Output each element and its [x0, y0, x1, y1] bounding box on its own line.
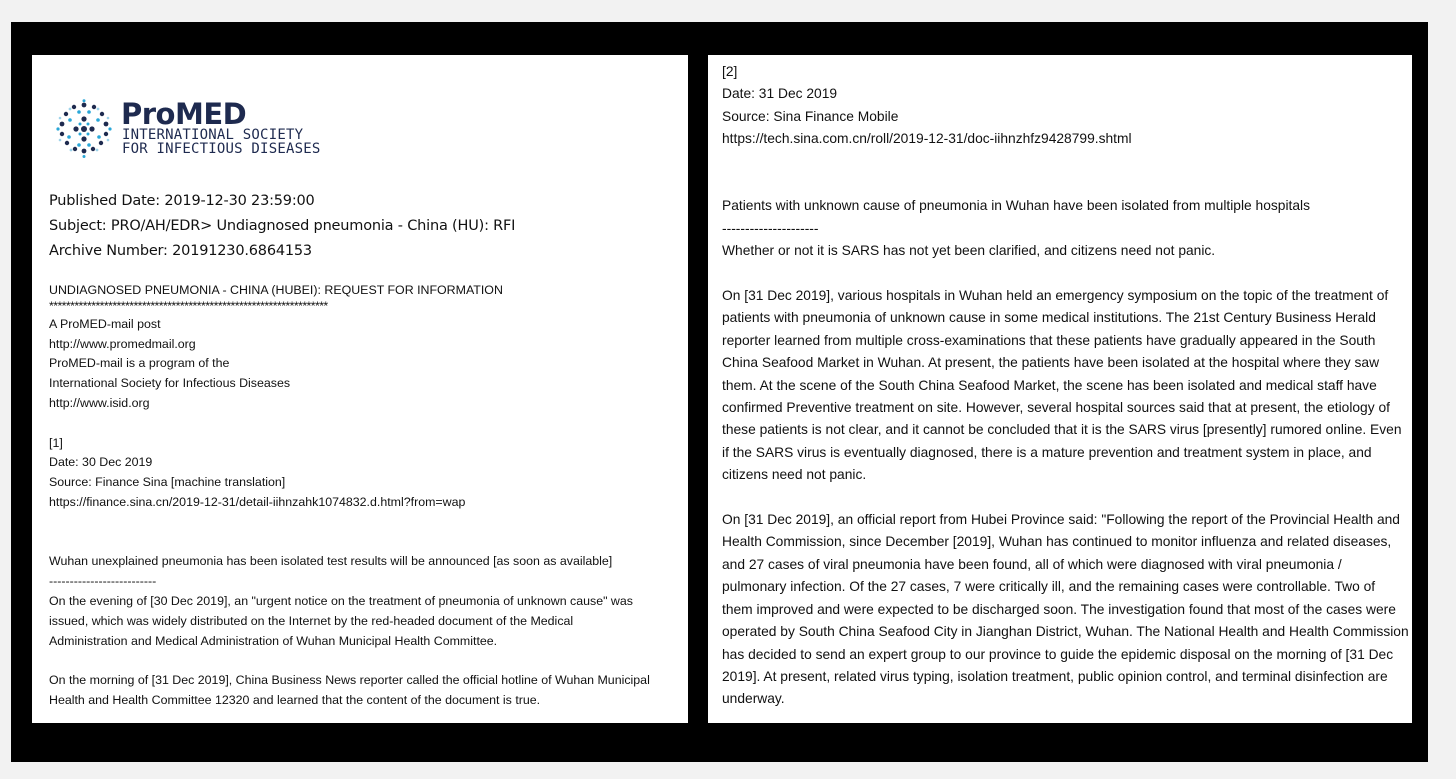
paragraph-line: On the morning of [31 Dec 2019], China Business News reporter called the official hotline of Wuhan Municipal [49, 673, 650, 688]
article-title: Patients with unknown cause of pneumonia in Wuhan have been isolated from multiple hospitals [722, 198, 1310, 214]
subject: Subject: PRO/AH/EDR> Undiagnosed pneumonia - China (HU): RFI [49, 218, 516, 234]
isid-link[interactable]: http://www.isid.org [49, 395, 150, 410]
paragraph-line: On [31 Dec 2019], an official report from Hubei Province said: "Following the report of the Provincial Health and [722, 512, 1400, 528]
ref-number: [1] [49, 435, 63, 450]
promed-logo [54, 99, 324, 159]
paragraph-line: reporter learned from multiple cross-examinations that these patients have gradually appeared in the South [722, 332, 1376, 348]
paragraph-line: these patients is not clear, and it cannot be concluded that it is the SARS virus [presently] rumored online. Even [722, 422, 1402, 438]
paragraph-line: them improved and were expected to be discharged soon. The investigation found that most of the cases were [722, 601, 1396, 617]
published-date: Published Date: 2019-12-30 23:59:00 [49, 193, 315, 209]
article-subtitle: Whether or not it is SARS has not yet been clarified, and citizens need not panic. [722, 243, 1216, 259]
post-line: ProMED-mail is a program of the [49, 356, 230, 371]
dash-divider: --------------------- [722, 220, 819, 236]
dash-divider: -------------------------- [49, 574, 157, 589]
paragraph-line: Health and Health Committee 12320 and learned that the content of the document is true. [49, 692, 541, 707]
left-article [49, 281, 670, 711]
promed-link[interactable]: http://www.promedmail.org [49, 336, 196, 351]
paragraph-line: On the evening of [30 Dec 2019], an "urgent notice on the treatment of pneumonia of unknown cause" was [49, 593, 633, 608]
star-divider: ****************************************************************** [49, 298, 328, 313]
paragraph-line: if the SARS virus is eventually diagnosed, there is a mature prevention and treatment system in place, and [722, 444, 1372, 460]
post-metadata [49, 189, 515, 264]
ref-source: Source: Sina Finance Mobile [722, 108, 899, 124]
article-title: Wuhan unexplained pneumonia has been isolated test results will be announced [as soon as available] [49, 554, 613, 569]
paragraph-line: 2019]. At present, related virus typing, isolation treatment, public opinion control, and terminal disinfection are [722, 668, 1388, 684]
paragraph-line: Administration and Medical Administration of Wuhan Municipal Health Committee. [49, 633, 498, 648]
paragraph-line: On [31 Dec 2019], various hospitals in Wuhan held an emergency symposium on the topic of the treatment of [722, 288, 1389, 304]
paragraph-line: operated by South China Seafood City in Jianghan District, Wuhan. The National Health and Health Commission [722, 624, 1409, 640]
right-page [708, 55, 1412, 723]
archive-number: Archive Number: 20191230.6864153 [49, 243, 312, 259]
paragraph-line: confirmed Preventive treatment on site. However, several hospital sources said that at present, the etiology of [722, 400, 1390, 416]
headline: UNDIAGNOSED PNEUMONIA - CHINA (HUBEI): REQUEST FOR INFORMATION [49, 283, 503, 297]
ref-date: Date: 31 Dec 2019 [722, 86, 838, 102]
logo-subtitle-line1: INTERNATIONAL SOCIETY [122, 127, 304, 143]
post-line: A ProMED-mail post [49, 316, 161, 331]
logo-wordmark: ProMED [121, 97, 247, 131]
paragraph-line: citizens need not panic. [722, 467, 867, 483]
ref-date: Date: 30 Dec 2019 [49, 455, 153, 470]
paragraph-line: China Seafood Market in Wuhan. At present, the patients have been isolated at the hospital where they saw [722, 355, 1380, 371]
paragraph-line: pulmonary infection. Of the 27 cases, 7 were critically ill, and the remaining cases were controllable. Two of [722, 579, 1376, 595]
paragraph-line: Health Commission, since December [2019], Wuhan has continued to monitor influenza and related diseases, [722, 534, 1392, 550]
paragraph-line: patients with pneumonia of unknown cause in some medical institutions. The 21st Century Business Herald [722, 310, 1376, 326]
post-line: International Society for Infectious Diseases [49, 376, 291, 391]
ref-source: Source: Finance Sina [machine translation] [49, 475, 286, 490]
ref-number: [2] [722, 64, 738, 79]
left-page [32, 55, 688, 723]
ref-url[interactable]: https://tech.sina.com.cn/roll/2019-12-31/doc-iihnzhfz9428799.shtml [722, 131, 1132, 147]
right-article [722, 61, 1409, 711]
paragraph-line: and 27 cases of viral pneumonia have been found, all of which were diagnosed with viral pneumonia / [722, 556, 1342, 572]
logo-subtitle-line2: FOR INFECTIOUS DISEASES [122, 141, 321, 157]
promed-globe-icon [54, 99, 114, 159]
paragraph-line: underway. [722, 691, 785, 707]
paragraph-line: them. At the scene of the South China Seafood Market, the scene has been isolated and medical staff have [722, 377, 1377, 393]
paragraph-line: issued, which was widely distributed on the Internet by the red-headed document of the Medical [49, 613, 574, 628]
paragraph-line: has decided to send an expert group to our province to guide the epidemic disposal on the morning of [31 Dec [722, 646, 1394, 662]
ref-url[interactable]: https://finance.sina.cn/2019-12-31/detail-iihnzahk1074832.d.html?from=wap [49, 494, 466, 509]
